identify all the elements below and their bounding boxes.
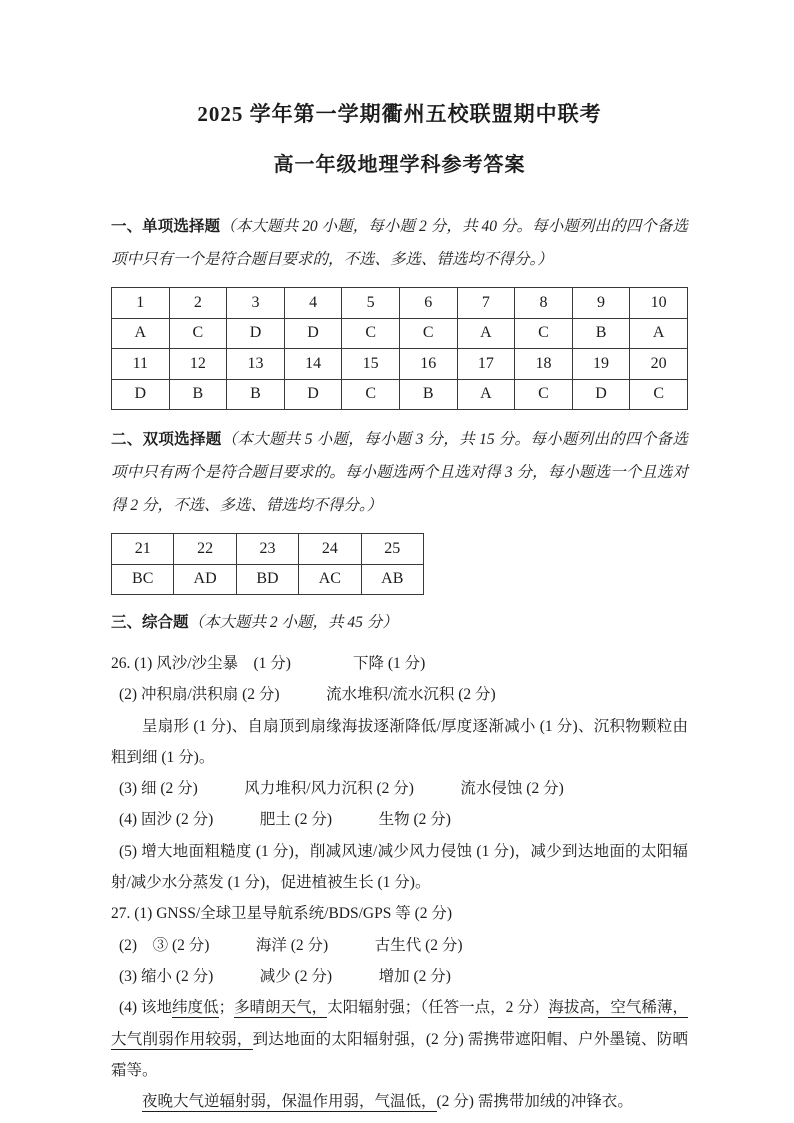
underlined-answer-text: 多晴朗天气，: [234, 999, 328, 1017]
answer-cell: 11: [112, 349, 170, 380]
double-choice-answer-table: [111, 533, 424, 595]
answer-cell: 17: [457, 349, 515, 380]
table-row: [112, 534, 424, 565]
answer-cell: B: [399, 379, 457, 410]
q27-answer-line-1: 27. (1) GNSS/全球卫星导航系统/BDS/GPS 等 (2 分): [111, 905, 453, 923]
double-choice-heading-label: 二、双项选择题: [111, 431, 222, 448]
answer-cell: 15: [342, 349, 400, 380]
answer-cell: 2: [169, 288, 227, 319]
answer-text: (2 分) 需携带加绒的冲锋衣。: [436, 1093, 633, 1111]
q26-answer-line-6: (5) 增大地面粗糙度 (1 分)，削减风速/减少风力侵蚀 (1 分)，减少到达地面的太阳辐射/减少水分蒸发 (1 分)，促进植被生长 (1 分)。: [111, 842, 688, 892]
section-heading-single-choice: [111, 210, 688, 276]
answer-cell: B: [169, 379, 227, 410]
underlined-answer-text: 夜晚大气逆辐射弱，保温作用弱，气温低，: [142, 1093, 437, 1111]
answer-cell: A: [630, 318, 688, 349]
answer-cell: C: [169, 318, 227, 349]
q27-answer-line-3: (3) 缩小 (2 分) 减少 (2 分) 增加 (2 分): [119, 967, 451, 985]
double-choice-heading-note: （本大题共 5 小题，每小题 3 分，共 15 分。每小题列出的四个备选项中只有两个是符合题目要求的。每小题选两个且选对得 3 分，每小题选一个且选对得 2 分，不选、多选、错选均不得分。）: [111, 431, 688, 514]
answer-cell: 24: [299, 534, 361, 565]
answer-cell: C: [342, 379, 400, 410]
answer-cell: BD: [236, 564, 298, 595]
comprehensive-heading-note: （本大题共 2 小题，共 45 分）: [188, 614, 398, 631]
answer-cell: 14: [284, 349, 342, 380]
answer-cell: BC: [112, 564, 174, 595]
single-choice-answer-table: [111, 287, 688, 410]
q26-answer-line-1: 26. (1) 风沙/沙尘暴 (1 分) 下降 (1 分): [111, 655, 426, 672]
answer-cell: 22: [174, 534, 236, 565]
q27-answer-line-4: [111, 992, 688, 1086]
answer-cell: D: [284, 379, 342, 410]
answer-cell: 19: [572, 349, 630, 380]
answer-cell: 9: [572, 288, 630, 319]
answer-cell: D: [112, 379, 170, 410]
answer-cell: C: [515, 318, 573, 349]
table-row: [112, 379, 688, 410]
page-title: 2025 学年第一学期衢州五校联盟期中联考: [197, 102, 602, 126]
page-subtitle: 高一年级地理学科参考答案: [273, 154, 526, 176]
table-row: [112, 349, 688, 380]
q26-answer-line-3: 呈扇形 (1 分)、自扇顶到扇缘海拔逐渐降低/厚度逐渐减小 (1 分)、沉积物颗粒由粗到细 (1 分)。: [111, 717, 688, 766]
answer-cell: 25: [361, 534, 423, 565]
answer-cell: 7: [457, 288, 515, 319]
answer-cell: 10: [630, 288, 688, 319]
answer-cell: D: [572, 379, 630, 410]
answer-cell: 18: [515, 349, 573, 380]
underlined-answer-text: 纬度低: [172, 999, 219, 1017]
answer-cell: A: [457, 379, 515, 410]
answer-cell: B: [227, 379, 285, 410]
answer-cell: D: [284, 318, 342, 349]
answer-cell: 13: [227, 349, 285, 380]
single-choice-heading-note: （本大题共 20 小题，每小题 2 分，共 40 分。每小题列出的四个备选项中只有一个是符合题目要求的，不选、多选、错选均不得分。）: [111, 218, 688, 268]
answer-cell: 6: [399, 288, 457, 319]
answer-cell: 12: [169, 349, 227, 380]
comprehensive-heading-label: 三、综合题: [111, 614, 189, 631]
answer-cell: C: [515, 379, 573, 410]
answer-cell: A: [112, 318, 170, 349]
q26-answer-line-4: (3) 细 (2 分) 风力堆积/风力沉积 (2 分) 流水侵蚀 (2 分): [119, 780, 564, 798]
answer-cell: 16: [399, 349, 457, 380]
q26-answer-line-5: (4) 固沙 (2 分) 肥土 (2 分) 生物 (2 分): [119, 811, 451, 829]
answer-cell: 21: [112, 534, 174, 565]
answer-cell: B: [572, 318, 630, 349]
answer-cell: AD: [174, 564, 236, 595]
answer-cell: 23: [236, 534, 298, 565]
q27-answer-line-5: [111, 1086, 688, 1117]
table-row: [112, 318, 688, 349]
table-row: [112, 288, 688, 319]
answer-cell: C: [630, 379, 688, 410]
answer-cell: AB: [361, 564, 423, 595]
section-heading-comprehensive: [111, 606, 688, 639]
answer-text: (4) 该地: [119, 999, 172, 1017]
answer-cell: 5: [342, 288, 400, 319]
answer-cell: 20: [630, 349, 688, 380]
answer-cell: D: [227, 318, 285, 349]
answer-cell: 4: [284, 288, 342, 319]
answer-cell: C: [399, 318, 457, 349]
q27-answer-line-2: (2) ③ (2 分) 海洋 (2 分) 古生代 (2 分): [119, 936, 463, 954]
underlined-answer-text: 海拔高，空气稀薄，大气削弱作用较弱，: [111, 999, 688, 1048]
answer-text: 到达地面的太阳辐射强，(2 分) 需携带遮阳帽、户外墨镜、防晒霜等。: [111, 1030, 688, 1079]
answer-cell: C: [342, 318, 400, 349]
single-choice-heading-label: 一、单项选择题: [111, 218, 221, 235]
q26-answer-line-2: (2) 冲积扇/洪积扇 (2 分) 流水堆积/流水沉积 (2 分): [119, 686, 496, 704]
answer-cell: 1: [112, 288, 170, 319]
answer-cell: 3: [227, 288, 285, 319]
answer-cell: AC: [299, 564, 361, 595]
answer-text: ；: [218, 999, 235, 1017]
answer-text: 太阳辐射强；（任答一点，2 分）: [327, 999, 549, 1017]
section-heading-double-choice: [111, 423, 688, 522]
answer-cell: A: [457, 318, 515, 349]
answer-cell: 8: [515, 288, 573, 319]
table-row: [112, 564, 424, 595]
